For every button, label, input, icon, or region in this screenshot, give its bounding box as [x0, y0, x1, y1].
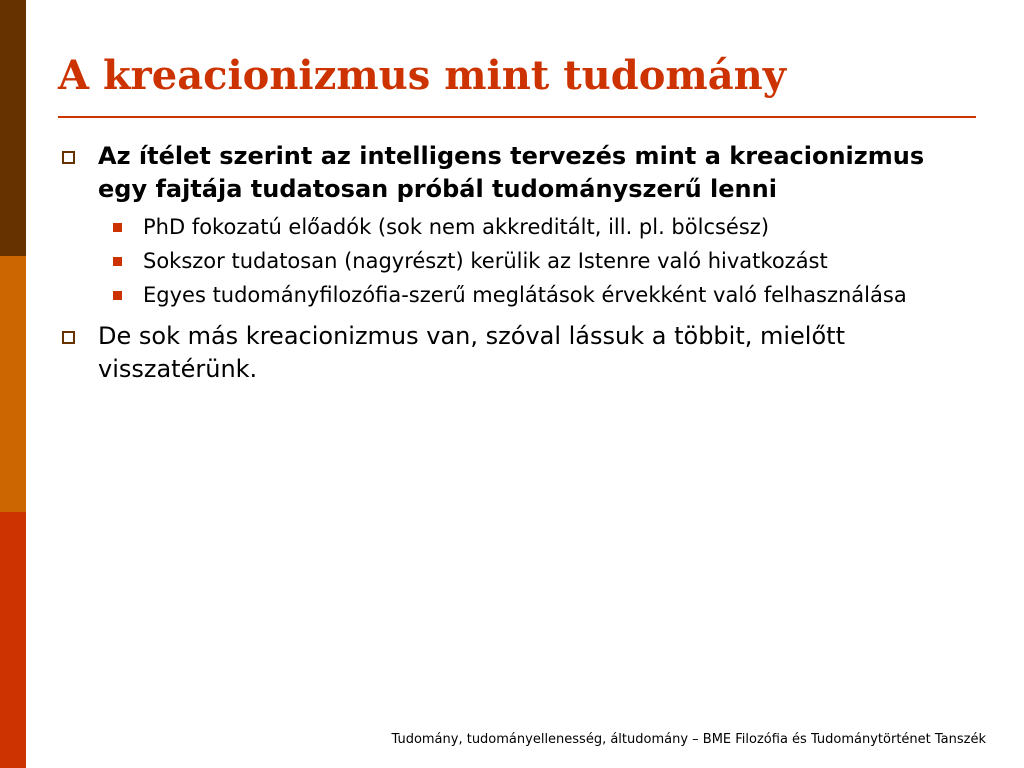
bullet-text-1: Az ítélet szerint az intelligens tervezés mint a kreacionizmus egy fajtája tudatosan próbál tudományszerű lenni: [98, 142, 925, 203]
side-bar-bottom: [0, 512, 26, 768]
filled-square-bullet-icon: [113, 223, 122, 232]
sub-bullet-list: [58, 212, 958, 310]
sub-bullet-item-1: [58, 212, 958, 242]
sub-bullet-item-2: [58, 246, 958, 276]
slide-footer: Tudomány, tudományellenesség, áltudomány – BME Filozófia és Tudománytörténet Tanszék: [391, 732, 986, 747]
filled-square-bullet-icon: [113, 257, 122, 266]
side-bar-top: [0, 0, 26, 256]
hollow-square-bullet-icon: [62, 151, 75, 164]
sub-bullet-item-3: [58, 280, 958, 310]
bullet-item-2: [58, 320, 958, 386]
sub-bullet-text-1: PhD fokozatú előadók (sok nem akkreditált, ill. pl. bölcsész): [143, 215, 770, 239]
hollow-square-bullet-icon: [62, 331, 75, 344]
sub-bullet-text-3: Egyes tudományfilozófia-szerű meglátások érvekként való felhasználása: [143, 283, 907, 307]
filled-square-bullet-icon: [113, 291, 122, 300]
sub-bullet-text-2: Sokszor tudatosan (nagyrészt) kerülik az Istenre való hivatkozást: [143, 249, 828, 273]
slide-content: [58, 140, 958, 386]
side-bar-middle: [0, 256, 26, 512]
title-underline: [58, 116, 976, 118]
bullet-item-1: [58, 140, 958, 206]
slide-title: A kreacionizmus mint tudomány: [58, 52, 786, 99]
bullet-text-2: De sok más kreacionizmus van, szóval lássuk a többit, mielőtt visszatérünk.: [98, 322, 845, 383]
